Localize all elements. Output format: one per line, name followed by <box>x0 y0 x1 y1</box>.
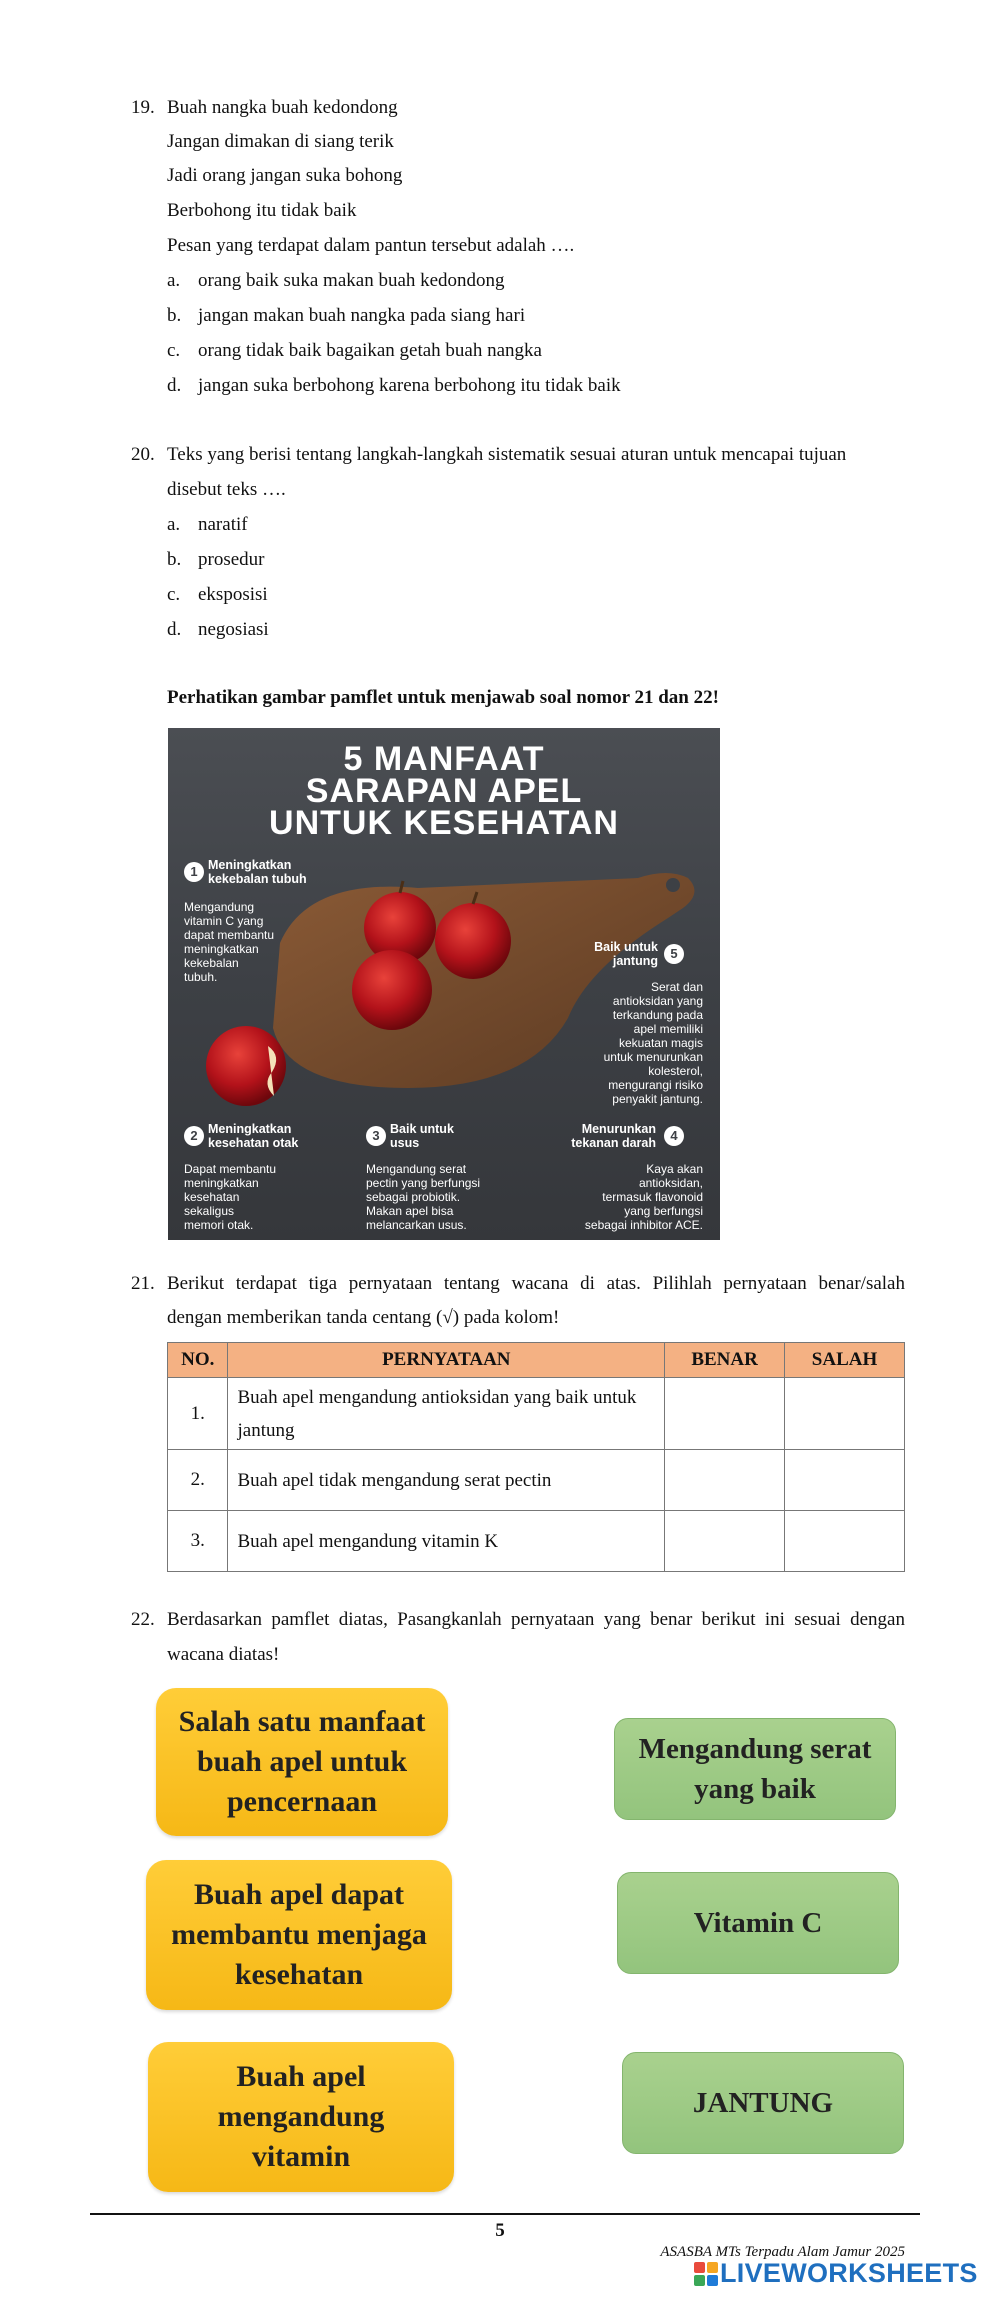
q19-line: Jadi orang jangan suka bohong <box>167 165 403 186</box>
benefit-3-text: Makan apel bisa <box>366 1204 454 1218</box>
benefit-1-text: vitamin C yang <box>184 914 264 928</box>
col-header-statement: PERNYATAAN <box>228 1343 665 1378</box>
match-right-2-line: Vitamin C <box>693 1907 823 1939</box>
match-left-3[interactable] <box>148 2042 454 2192</box>
q21-prompt-cont: dengan memberikan tanda centang (√) pada kolom! <box>167 1307 560 1328</box>
pamphlet-title-line: UNTUK KESEHATAN <box>269 804 619 842</box>
match-left-1-line: Salah satu manfaat <box>178 1705 426 1738</box>
salah-checkbox-cell[interactable] <box>785 1450 905 1511</box>
table-row <box>168 1450 905 1511</box>
q19-option-a-letter: a. <box>167 270 181 291</box>
pamphlet-image <box>168 728 720 1240</box>
question-20-number: 20. <box>131 444 155 465</box>
footer-credit: ASASBA MTs Terpadu Alam Jamur 2025 <box>660 2244 905 2260</box>
salah-checkbox-cell[interactable] <box>785 1511 905 1572</box>
match-left-2[interactable] <box>146 1860 452 2010</box>
benefit-5-text: mengurangi risiko <box>608 1078 703 1092</box>
benefit-5-text: apel memiliki <box>633 1022 703 1036</box>
liveworksheets-wordmark: LIVEWORKSHEETS <box>720 2258 978 2288</box>
match-left-3-line: mengandung <box>217 2100 385 2133</box>
row-number: 1. <box>168 1378 228 1450</box>
q20-option-c[interactable]: eksposisi <box>198 584 268 605</box>
q19-option-b-letter: b. <box>167 305 182 326</box>
benefit-1-heading: Meningkatkan <box>208 858 292 872</box>
q19-option-b[interactable]: jangan makan buah nangka pada siang hari <box>198 305 526 326</box>
match-left-3-line: Buah apel <box>236 2060 366 2093</box>
table-row <box>168 1511 905 1572</box>
benefit-4-number: 4 <box>664 1126 684 1146</box>
q19-prompt: Pesan yang terdapat dalam pantun tersebut adalah …. <box>167 235 575 256</box>
benefit-3-heading: usus <box>390 1136 420 1150</box>
footer-divider <box>90 2213 920 2215</box>
benefit-1-number: 1 <box>184 862 204 882</box>
q20-option-d-letter: d. <box>167 619 182 640</box>
benefit-3-text: pectin yang berfungsi <box>366 1176 481 1190</box>
benefit-2-text: sekaligus <box>184 1204 235 1218</box>
benefit-5-text: antioksidan yang <box>612 994 703 1008</box>
col-header-no: NO. <box>168 1343 228 1378</box>
benefit-4-text: sebagai inhibitor ACE. <box>584 1218 703 1232</box>
liveworksheets-logo <box>694 2260 994 2292</box>
q19-option-a[interactable]: orang baik suka makan buah kedondong <box>198 270 505 291</box>
benefit-2-number: 2 <box>184 1126 204 1146</box>
benefit-5-text: penyakit jantung. <box>612 1092 703 1106</box>
match-left-1-line: pencernaan <box>227 1785 377 1818</box>
benefit-5-text: untuk menurunkan <box>603 1050 703 1064</box>
q19-option-d[interactable]: jangan suka berbohong karena berbohong itu tidak baik <box>198 375 621 396</box>
benefit-5-number: 5 <box>664 944 684 964</box>
benefit-5-text: Serat dan <box>650 980 703 994</box>
match-left-1[interactable] <box>156 1688 448 1836</box>
benefit-1-heading: kekebalan tubuh <box>208 872 307 886</box>
match-left-2-line: Buah apel dapat <box>193 1878 405 1911</box>
pamphlet-instruction: Perhatikan gambar pamflet untuk menjawab soal nomor 21 dan 22! <box>167 687 719 708</box>
row-statement: Buah apel mengandung vitamin K <box>228 1511 665 1572</box>
question-22-number: 22. <box>131 1609 155 1630</box>
benefit-5-text: kolesterol, <box>648 1064 703 1078</box>
pamphlet-title-line: SARAPAN APEL <box>305 772 583 810</box>
q20-option-b[interactable]: prosedur <box>198 549 265 570</box>
row-statement: Buah apel mengandung antioksidan yang baik untuk jantung <box>228 1378 665 1450</box>
match-left-1-line: buah apel untuk <box>196 1745 408 1778</box>
benefit-5-text: terkandung pada <box>612 1008 703 1022</box>
match-left-2-line: membantu menjaga <box>171 1918 427 1951</box>
col-header-true: BENAR <box>665 1343 785 1378</box>
match-left-3-line: vitamin <box>251 2140 351 2173</box>
benefit-2-text: memori otak. <box>184 1218 254 1232</box>
row-number: 2. <box>168 1450 228 1511</box>
question-21-number: 21. <box>131 1273 155 1294</box>
q19-line: Berbohong itu tidak baik <box>167 200 357 221</box>
benefit-1-text: Mengandung <box>184 900 255 914</box>
match-right-1-line: yang baik <box>694 1773 816 1805</box>
question-19-number: 19. <box>131 97 155 118</box>
benefit-1-text: tubuh. <box>184 970 218 984</box>
benefit-5-heading: jantung <box>612 954 658 968</box>
benefit-4-heading: Menurunkan <box>581 1122 656 1136</box>
pamphlet-title-line: 5 MANFAAT <box>343 740 545 778</box>
match-right-3[interactable] <box>622 2052 904 2154</box>
q22-prompt: Berdasarkan pamflet diatas, Pasangkanlah pernyataan yang benar berikut ini sesuai dengan <box>167 1609 905 1630</box>
q20-option-b-letter: b. <box>167 549 182 570</box>
page-number: 5 <box>495 2220 505 2241</box>
q20-option-a-letter: a. <box>167 514 181 535</box>
q20-prompt: Teks yang berisi tentang langkah-langkah sistematik sesuai aturan untuk mencapai tujuan <box>167 444 847 465</box>
benefit-1-text: dapat membantu <box>184 928 275 942</box>
benefit-3-text: sebagai probiotik. <box>366 1190 461 1204</box>
q19-line: Jangan dimakan di siang terik <box>167 131 394 152</box>
benefit-2-text: Dapat membantu <box>184 1162 277 1176</box>
benar-checkbox-cell[interactable] <box>665 1450 785 1511</box>
benefit-4-text: termasuk flavonoid <box>602 1190 703 1204</box>
benefit-2-text: meningkatkan <box>184 1176 259 1190</box>
benefit-3-text: Mengandung serat <box>366 1162 467 1176</box>
q20-option-d[interactable]: negosiasi <box>198 619 269 640</box>
match-right-1[interactable] <box>614 1718 896 1820</box>
match-right-1-line: Mengandung serat <box>638 1733 872 1765</box>
benar-checkbox-cell[interactable] <box>665 1378 785 1450</box>
benefit-4-heading: tekanan darah <box>571 1136 656 1150</box>
benefit-5-heading: Baik untuk <box>594 940 658 954</box>
liveworksheets-logo-icon <box>694 2262 718 2286</box>
row-number: 3. <box>168 1511 228 1572</box>
benefit-3-heading: Baik untuk <box>390 1122 454 1136</box>
benefit-3-number: 3 <box>366 1126 386 1146</box>
match-right-2[interactable] <box>617 1872 899 1974</box>
match-left-2-line: kesehatan <box>234 1958 364 1991</box>
benefit-4-text: yang berfungsi <box>624 1204 703 1218</box>
row-statement: Buah apel tidak mengandung serat pectin <box>228 1450 665 1511</box>
benefit-2-text: kesehatan <box>184 1190 240 1204</box>
q22-prompt-cont: wacana diatas! <box>167 1644 280 1665</box>
benefit-5-text: kekuatan magis <box>618 1036 703 1050</box>
q20-option-a[interactable]: naratif <box>198 514 248 535</box>
col-header-false: SALAH <box>785 1343 905 1378</box>
salah-checkbox-cell[interactable] <box>785 1378 905 1450</box>
match-right-3-line: JANTUNG <box>692 2087 834 2119</box>
q19-option-c[interactable]: orang tidak baik bagaikan getah buah nangka <box>198 340 542 361</box>
benefit-2-heading: Meningkatkan <box>208 1122 292 1136</box>
true-false-table <box>167 1342 905 1572</box>
benefit-3-text: melancarkan usus. <box>366 1218 467 1232</box>
q20-option-c-letter: c. <box>167 584 181 605</box>
q19-option-c-letter: c. <box>167 340 181 361</box>
q19-line: Buah nangka buah kedondong <box>167 97 398 118</box>
q20-prompt-cont: disebut teks …. <box>167 479 286 500</box>
benefit-2-heading: kesehatan otak <box>208 1136 299 1150</box>
q19-option-d-letter: d. <box>167 375 182 396</box>
benefit-4-text: antioksidan, <box>638 1176 703 1190</box>
benefit-4-text: Kaya akan <box>646 1162 703 1176</box>
benefit-1-text: meningkatkan <box>184 942 259 956</box>
benar-checkbox-cell[interactable] <box>665 1511 785 1572</box>
q21-prompt: Berikut terdapat tiga pernyataan tentang wacana di atas. Pilihlah pernyataan benar/salah <box>167 1273 905 1294</box>
table-row <box>168 1378 905 1450</box>
benefit-1-text: kekebalan <box>184 956 239 970</box>
